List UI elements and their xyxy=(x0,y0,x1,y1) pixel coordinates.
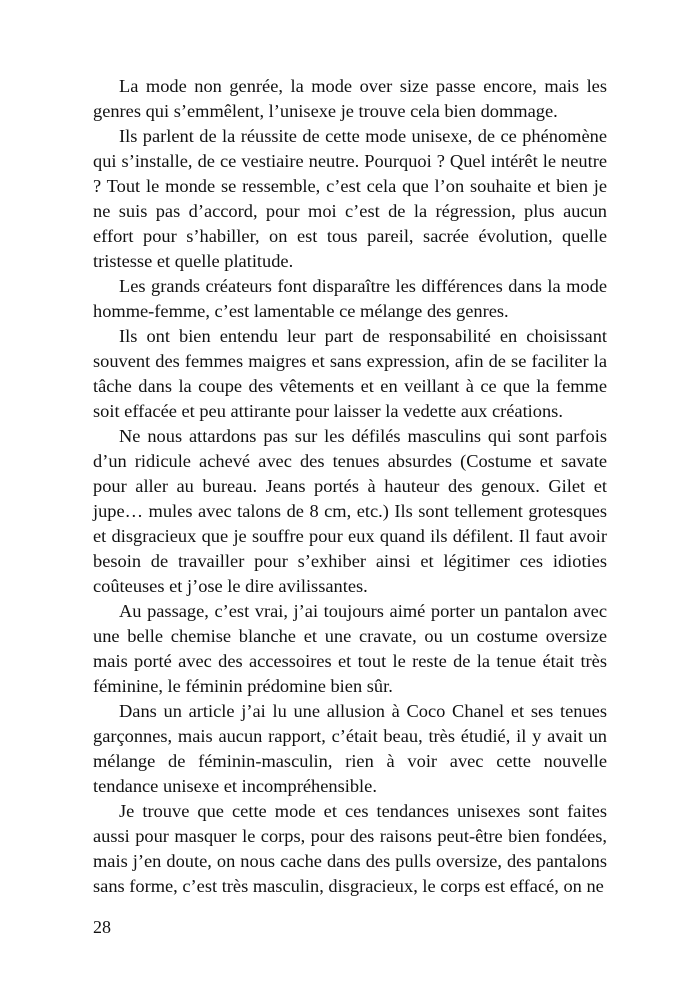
paragraph-5: Ne nous attardons pas sur les défilés masculins qui sont parfois d’un ridicule achevé avec des tenues absurdes (Costume et savate pour aller au bureau. Jeans portés à hauteur des genoux. Gilet et jupe… mules avec talons de 8 cm, etc.) Ils sont tellement grotesques et disgracieux que je souffre pour eux quand ils défilent. Il faut avoir besoin de travailler pour s’exhiber ainsi et légitimer ces idioties coûteuses et j’ose le dire avilissantes. xyxy=(93,426,607,596)
page-number: 28 xyxy=(93,917,111,937)
body-text xyxy=(93,74,607,899)
paragraph-7: Dans un article j’ai lu une allusion à Coco Chanel et ses tenues garçonnes, mais aucun rapport, c’était beau, très étudié, il y avait un mélange de féminin-masculin, rien à voir avec cette nouvelle tendance unisexe et incompréhensible. xyxy=(93,701,607,796)
paragraph-3: Les grands créateurs font disparaître les différences dans la mode homme-femme, c’est lamentable ce mélange des genres. xyxy=(93,276,607,321)
paragraph-6: Au passage, c’est vrai, j’ai toujours aimé porter un pantalon avec une belle chemise blanche et une cravate, ou un costume oversize mais porté avec des accessoires et tout le reste de la tenue était très féminine, le féminin prédomine bien sûr. xyxy=(93,601,607,696)
paragraph-4: Ils ont bien entendu leur part de responsabilité en choisissant souvent des femmes maigres et sans expression, afin de se faciliter la tâche dans la coupe des vêtements et en veillant à ce que la femme soit effacée et peu attirante pour laisser la vedette aux créations. xyxy=(93,326,607,421)
paragraph-8: Je trouve que cette mode et ces tendances unisexes sont faites aussi pour masquer le corps, pour des raisons peut-être bien fondées, mais j’en doute, on nous cache dans des pulls oversize, des pantalons sans forme, c’est très masculin, disgracieux, le corps est effacé, on ne xyxy=(93,801,607,896)
paragraph-2: Ils parlent de la réussite de cette mode unisexe, de ce phénomène qui s’installe, de ce vestiaire neutre. Pourquoi ? Quel intérêt le neutre ? Tout le monde se ressemble, c’est cela que l’on souhaite et bien je ne suis pas d’accord, pour moi c’est de la régression, plus aucun effort pour s’habiller, on est tous pareil, sacrée évolution, quelle tristesse et quelle platitude. xyxy=(93,126,607,271)
paragraph-1: La mode non genrée, la mode over size passe encore, mais les genres qui s’emmêlent, l’unisexe je trouve cela bien dommage. xyxy=(93,76,607,121)
